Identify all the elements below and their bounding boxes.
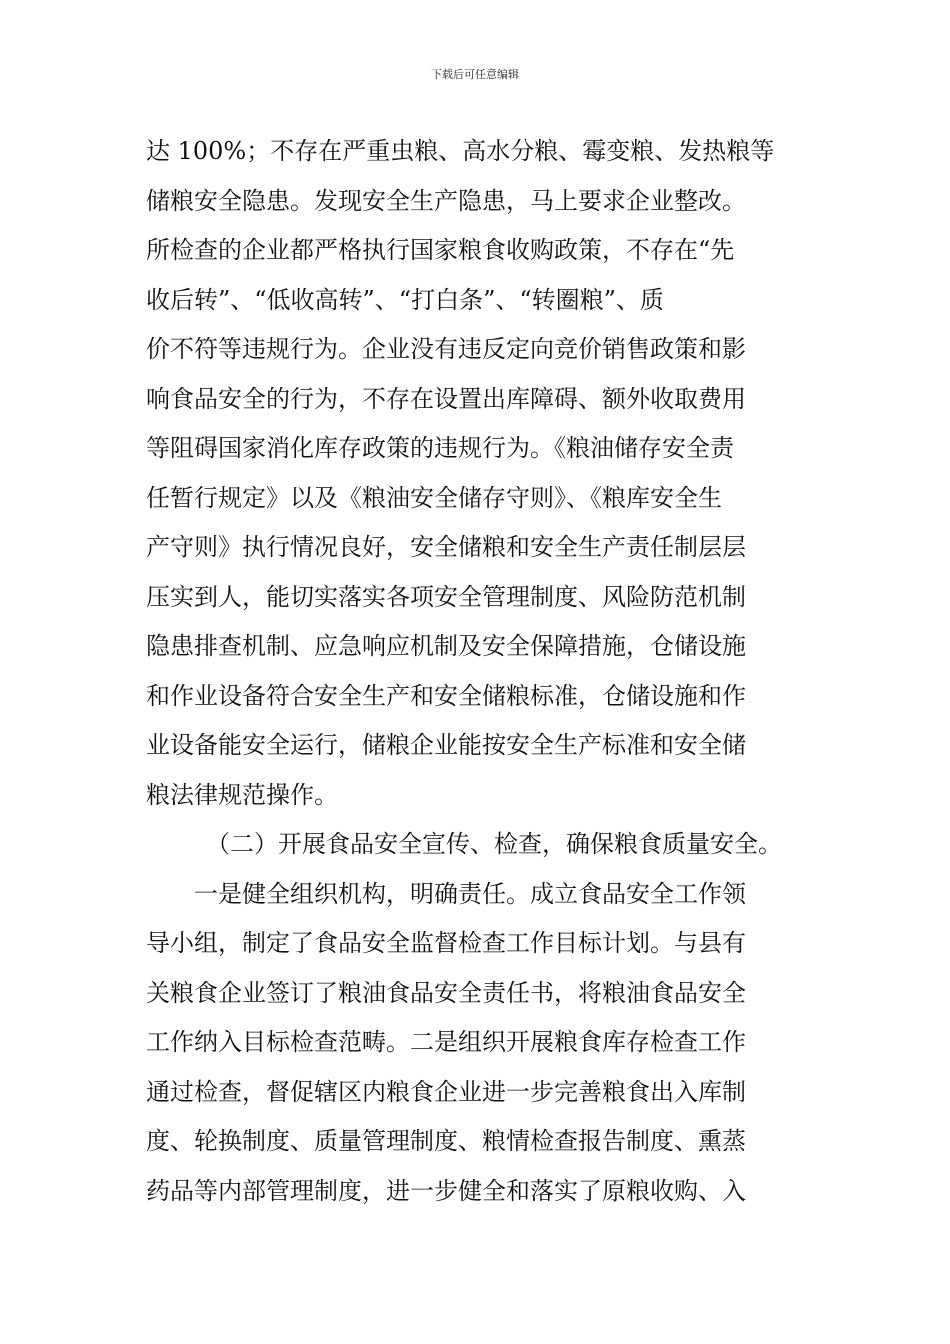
text-line: 药品等内部管理制度，进一步健全和落实了原粮收购、入 xyxy=(146,1176,746,1205)
section-heading: （二）开展食品安全宣传、检查，确保粮食质量安全。 xyxy=(206,830,782,858)
text-line: 收后转”、“低收高转”、“打白条”、“转圈粮”、质 xyxy=(146,285,664,314)
text-line: 等阻碍国家消化库存政策的违规行为。《粮油储存安全责 xyxy=(146,434,734,462)
text-line: 粮法律规范操作。 xyxy=(146,780,338,809)
text-line: 储粮安全隐患。发现安全生产隐患，马上要求企业整改。 xyxy=(146,186,746,215)
text-line: 关粮食企业签订了粮油食品安全责任书，将粮油食品安全 xyxy=(146,978,746,1007)
text-line: 通过检查，督促辖区内粮食企业进一步完善粮食出入库制 xyxy=(146,1077,746,1106)
page-header: 下载后可任意编辑 xyxy=(431,68,519,81)
text-line: 度、轮换制度、质量管理制度、粮情检查报告制度、熏蒸 xyxy=(146,1127,746,1155)
paragraph-first-line: 一是健全组织机构，明确责任。成立食品安全工作领 xyxy=(194,879,746,908)
text-line: 产守则》执行情况良好，安全储粮和安全生产责任制层层 xyxy=(146,533,746,561)
text-line: 业设备能安全运行，储粮企业能按安全生产标准和安全储 xyxy=(146,731,746,759)
text-line: 所检查的企业都严格执行国家粮食收购政策，不存在“先 xyxy=(146,236,735,264)
text-line: 价不符等违规行为。企业没有违反定向竞价销售政策和影 xyxy=(146,335,746,363)
text-line: 工作纳入目标检查范畴。二是组织开展粮食库存检查工作 xyxy=(146,1028,746,1056)
text-line: 压实到人，能切实落实各项安全管理制度、风险防范机制 xyxy=(146,582,746,611)
text-line: 隐患排查机制、应急响应机制及安全保障措施，仓储设施 xyxy=(146,632,746,660)
body-text xyxy=(146,127,806,1216)
text-line: 和作业设备符合安全生产和安全储粮标准，仓储设施和作 xyxy=(146,681,746,710)
text-line: 达 100%；不存在严重虫粮、高水分粮、霉变粮、发热粮等 xyxy=(146,137,775,165)
text-line: 响食品安全的行为，不存在设置出库障碍、额外收取费用 xyxy=(146,384,746,413)
text-line: 导小组，制定了食品安全监督检查工作目标计划。与县有 xyxy=(146,929,746,957)
text-line: 任暂行规定》以及《粮油安全储存守则》、《粮库安全生 xyxy=(146,483,722,512)
